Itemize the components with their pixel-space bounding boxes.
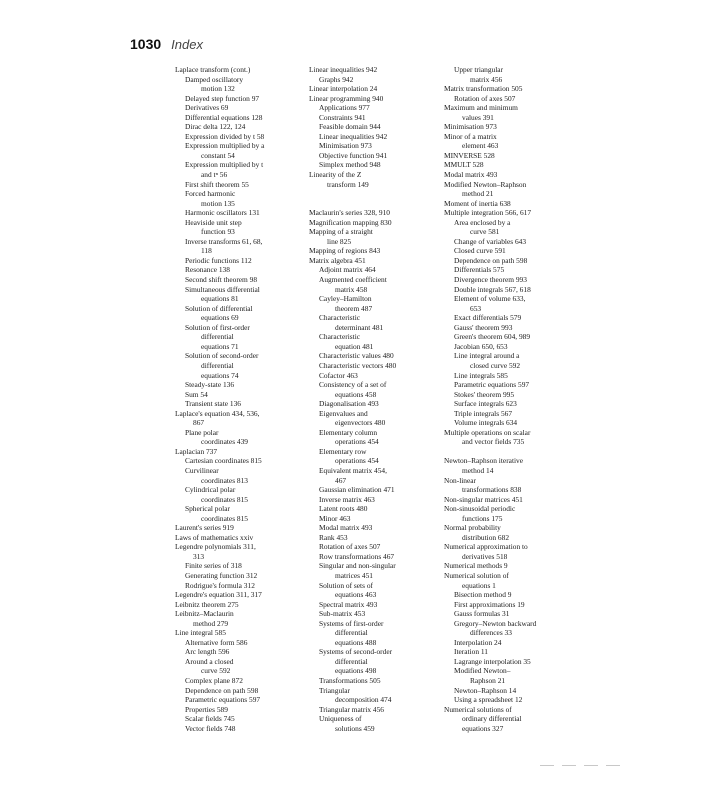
footer-dashes xyxy=(540,765,620,766)
index-entry: Laplace's equation 434, 536, xyxy=(175,408,260,418)
index-entry: differential xyxy=(335,628,368,638)
index-column-3 xyxy=(444,65,579,733)
index-entry: differential xyxy=(201,332,234,342)
index-entry: Divergence theorem 993 xyxy=(454,275,527,285)
index-entry: Uniqueness of xyxy=(319,714,362,724)
index-entry: Arc length 596 xyxy=(185,647,230,657)
index-entry: equations 327 xyxy=(462,723,504,733)
index-gap xyxy=(309,199,444,209)
index-entry: Systems of second-order xyxy=(319,647,393,657)
footer-dash xyxy=(540,765,554,766)
index-entry: Laurent's series 919 xyxy=(175,523,234,533)
index-entry: equations 74 xyxy=(201,370,239,380)
index-entry: Vector fields 748 xyxy=(185,723,236,733)
index-entry: equations 458 xyxy=(335,389,377,399)
index-entry: Expression multiplied by t xyxy=(185,160,264,170)
index-entry: matrix 458 xyxy=(335,284,368,294)
index-entry: operations 454 xyxy=(335,437,379,447)
index-entry: Curvilinear xyxy=(185,465,219,475)
index-entry: distribution 682 xyxy=(462,532,510,542)
index-entry: Elementary column xyxy=(319,427,378,437)
index-entry: Area enclosed by a xyxy=(454,217,511,227)
index-entry: Delayed step function 97 xyxy=(185,93,260,103)
index-entry: Linear inequalities 942 xyxy=(309,65,378,74)
index-entry: Cartesian coordinates 815 xyxy=(185,456,262,466)
index-entry: differential xyxy=(335,656,368,666)
index-entry: Surface integrals 623 xyxy=(454,399,517,409)
index-entry: method 21 xyxy=(462,189,494,199)
index-entry: Derivatives 69 xyxy=(185,103,229,113)
index-entry: Jacobian 650, 653 xyxy=(454,341,508,351)
index-entry: Laplace transform (cont.) xyxy=(175,65,251,74)
index-entry: Modified Newton–Raphson xyxy=(444,179,527,189)
index-entry: Gaussian elimination 471 xyxy=(319,485,395,495)
index-entry: constant 54 xyxy=(201,150,235,160)
footer-dash xyxy=(584,765,598,766)
index-entry: Eigenvalues and xyxy=(319,408,368,418)
page-title: Index xyxy=(171,37,203,52)
index-entry: determinant 481 xyxy=(335,322,384,332)
index-entry: 467 xyxy=(335,475,347,485)
index-entry: Differentials 575 xyxy=(454,265,505,275)
index-entry: Multiple integration 566, 617 xyxy=(444,208,532,218)
page-number: 1030 xyxy=(130,36,162,52)
index-entry: Legendre's equation 311, 317 xyxy=(175,590,262,600)
index-entry: Adjoint matrix 464 xyxy=(319,265,376,275)
index-entry: Singular and non-singular xyxy=(319,561,396,571)
index-entry: theorem 487 xyxy=(335,303,373,313)
index-entry: Latent roots 480 xyxy=(319,504,368,514)
index-entry: Steady-state 136 xyxy=(185,380,235,390)
index-entry: and vector fields 735 xyxy=(462,437,525,447)
index-entry: Solution of differential xyxy=(185,303,253,313)
index-entry: Solution of first-order xyxy=(185,322,250,332)
index-entry: Characteristic xyxy=(319,332,361,342)
index-entry: Consistency of a set of xyxy=(319,380,387,390)
index-entry: Lagrange interpolation 35 xyxy=(454,656,531,666)
index-entry: Inverse transforms 61, 68, xyxy=(185,236,263,246)
index-entry: equations 71 xyxy=(201,341,239,351)
index-entry: matrices 451 xyxy=(335,570,373,580)
index-entry: method 14 xyxy=(462,465,494,475)
index-entry: Laplacian 737 xyxy=(175,446,218,456)
index-entry: curve 581 xyxy=(470,227,500,237)
index-entry: Linear programming 940 xyxy=(309,93,384,103)
index-entry: First shift theorem 55 xyxy=(185,179,249,189)
index-entry: Rank 453 xyxy=(319,532,348,542)
index-entry: MINVERSE 528 xyxy=(444,150,495,160)
index-entry: equations 463 xyxy=(335,590,377,600)
index-entry: transformations 838 xyxy=(462,485,522,495)
index-entry: values 391 xyxy=(462,112,494,122)
index-entry: Elementary row xyxy=(319,446,367,456)
index-entry: solutions 459 xyxy=(335,723,375,733)
index-entry: Modified Newton– xyxy=(454,666,511,676)
index-entry: Dependence on path 598 xyxy=(454,255,528,265)
index-entry: functions 175 xyxy=(462,513,503,523)
index-entry: Leibnitz theorem 275 xyxy=(175,599,239,609)
index-entry: Minimisation 973 xyxy=(319,141,372,151)
index-entry: Minimisation 973 xyxy=(444,122,497,132)
index-entry: Feasible domain 944 xyxy=(319,122,381,132)
index-entry: Inverse matrix 463 xyxy=(319,494,375,504)
index-entry: Rotation of axes 507 xyxy=(454,93,516,103)
index-entry: Stokes' theorem 995 xyxy=(454,389,515,399)
index-entry: Spherical polar xyxy=(185,504,230,514)
index-entry: curve 592 xyxy=(201,666,231,676)
index-entry: Leibnitz–Maclaurin xyxy=(175,609,234,619)
index-entry: Double integrals 567, 618 xyxy=(454,284,531,294)
index-entry: Triangular xyxy=(319,685,350,695)
index-entry: Complex plane 872 xyxy=(185,676,243,685)
index-entry: derivatives 518 xyxy=(462,551,508,561)
index-entry: Graphs 942 xyxy=(319,74,354,84)
index-entry: Minor 463 xyxy=(319,513,351,523)
index-entry: differential xyxy=(201,360,234,370)
index-entry: equations 69 xyxy=(201,313,239,323)
index-entry: matrix 456 xyxy=(470,74,503,84)
index-entry: 313 xyxy=(193,551,205,561)
index-entry: Damped oscillatory xyxy=(185,74,244,84)
index-entry: Newton–Raphson 14 xyxy=(454,685,517,695)
index-entry: Non-singular matrices 451 xyxy=(444,494,523,504)
index-entry: Numerical methods 9 xyxy=(444,561,508,571)
index-entry: ordinary differential xyxy=(462,714,522,724)
index-entry: Applications 977 xyxy=(319,103,370,113)
index-entry: Maximum and minimum xyxy=(444,103,518,113)
index-entry: Second shift theorem 98 xyxy=(185,275,258,285)
index-entry: MMULT 528 xyxy=(444,160,484,170)
index-entry: and tⁿ 56 xyxy=(201,170,228,180)
index-entry: Interpolation 24 xyxy=(454,637,502,647)
index-entry: Gauss' theorem 993 xyxy=(454,322,513,332)
index-entry: Periodic functions 112 xyxy=(185,255,252,265)
index-entry: method 279 xyxy=(193,618,229,628)
index-entry: Modal matrix 493 xyxy=(444,170,498,180)
index-entry: Transformations 505 xyxy=(319,676,381,685)
index-entry: motion 132 xyxy=(201,84,235,94)
index-entry: equations 498 xyxy=(335,666,377,676)
page-header xyxy=(130,36,203,52)
index-entry: Mapping of regions 843 xyxy=(309,246,381,256)
index-entry: First approximations 19 xyxy=(454,599,525,609)
index-entry: Resonance 138 xyxy=(185,265,230,275)
index-entry: Non-linear xyxy=(444,475,477,485)
index-entry: Maclaurin's series 328, 910 xyxy=(309,208,390,218)
index-entry: Using a spreadsheet 12 xyxy=(454,695,523,705)
index-entry: Laws of mathematics xxiv xyxy=(175,532,254,542)
index-entry: Linear interpolation 24 xyxy=(309,84,378,94)
index-entry: Multiple operations on scalar xyxy=(444,427,531,437)
index-entry: Plane polar xyxy=(185,427,219,437)
index-entry: Heaviside unit step xyxy=(185,217,242,227)
index-entry: Green's theorem 604, 989 xyxy=(454,332,531,342)
index-entry: Numerical solutions of xyxy=(444,704,512,714)
index-entry: equation 481 xyxy=(335,341,374,351)
index-entry: Line integral around a xyxy=(454,351,520,361)
index-entry: Generating function 312 xyxy=(185,570,258,580)
index-entry: Solution of second-order xyxy=(185,351,259,361)
index-entry: Augmented coefficient xyxy=(319,275,387,285)
index-entry: 867 xyxy=(193,418,205,428)
index-entry: Element of volume 633, xyxy=(454,294,526,304)
index-entry: Matrix transformation 505 xyxy=(444,84,523,94)
index-entry: Scalar fields 745 xyxy=(185,714,235,724)
index-entry: Spectral matrix 493 xyxy=(319,599,378,609)
index-entry: coordinates 815 xyxy=(201,513,248,523)
index-entry: Modal matrix 493 xyxy=(319,523,373,533)
index-entry: Properties 589 xyxy=(185,704,228,714)
index-entry: 653 xyxy=(470,303,482,313)
index-entry: Harmonic oscillators 131 xyxy=(185,208,260,218)
index-entry: Line integrals 585 xyxy=(454,370,508,380)
index-entry: Parametric equations 597 xyxy=(454,380,530,390)
index-column-1 xyxy=(175,65,310,733)
index-entry: Triple integrals 567 xyxy=(454,408,513,418)
index-entry: Parametric equations 597 xyxy=(185,695,261,705)
index-entry: Sum 54 xyxy=(185,389,208,399)
index-entry: Numerical approximation to xyxy=(444,542,528,552)
index-entry: Moment of inertia 638 xyxy=(444,198,511,208)
index-entry: Raphson 21 xyxy=(470,676,506,685)
index-entry: Volume integrals 634 xyxy=(454,418,518,428)
index-entry: Cylindrical polar xyxy=(185,485,236,495)
index-entry: Linearity of the Z xyxy=(309,170,362,180)
index-entry: equations 81 xyxy=(201,294,239,304)
index-entry: Dependence on path 598 xyxy=(185,685,259,695)
index-entry: Cayley–Hamilton xyxy=(319,294,372,304)
index-entry: Solution of sets of xyxy=(319,580,373,590)
index-entry: Systems of first-order xyxy=(319,618,384,628)
index-entry: function 93 xyxy=(201,227,235,237)
index-entry: Legendre polynomials 311, xyxy=(175,542,256,552)
index-gap xyxy=(309,189,444,199)
index-entry: Matrix algebra 451 xyxy=(309,255,366,265)
index-gap xyxy=(444,447,579,457)
index-entry: Diagonalisation 493 xyxy=(319,399,379,409)
index-entry: Transient state 136 xyxy=(185,399,241,409)
index-entry: coordinates 815 xyxy=(201,494,248,504)
index-entry: eigenvectors 480 xyxy=(335,418,386,428)
index-entry: Sub-matrix 453 xyxy=(319,609,366,619)
index-entry: equations 488 xyxy=(335,637,377,647)
index-entry: Expression multiplied by a xyxy=(185,141,265,151)
index-entry: equations 1 xyxy=(462,580,496,590)
index-entry: Newton–Raphson iterative xyxy=(444,456,524,466)
index-entry: Line integral 585 xyxy=(175,628,226,638)
index-entry: coordinates 439 xyxy=(201,437,248,447)
index-entry: coordinates 813 xyxy=(201,475,248,485)
index-entry: Change of variables 643 xyxy=(454,236,527,246)
index-entry: element 463 xyxy=(462,141,499,151)
index-entry: Characteristic xyxy=(319,313,361,323)
index-entry: Gauss formulas 31 xyxy=(454,609,510,619)
index-entry: Linear inequalities 942 xyxy=(319,131,388,141)
index-entry: Cofactor 463 xyxy=(319,370,358,380)
index-entry: Mapping of a straight xyxy=(309,227,373,237)
index-entry: Characteristic vectors 480 xyxy=(319,360,397,370)
index-entry: closed curve 592 xyxy=(470,360,521,370)
index-entry: 118 xyxy=(201,246,212,256)
index-entry: Upper triangular xyxy=(454,65,504,74)
index-entry: Exact differentials 579 xyxy=(454,313,522,323)
index-entry: Dirac delta 122, 124 xyxy=(185,122,246,132)
index-entry: Expression divided by t 58 xyxy=(185,131,265,141)
index-entry: Bisection method 9 xyxy=(454,590,512,600)
index-entry: Row transformations 467 xyxy=(319,551,395,561)
footer-dash xyxy=(562,765,576,766)
index-entry: Gregory–Newton backward xyxy=(454,618,537,628)
index-entry: operations 454 xyxy=(335,456,379,466)
index-entry: Forced harmonic xyxy=(185,189,236,199)
index-entry: Rotation of axes 507 xyxy=(319,542,381,552)
index-entry: Finite series of 318 xyxy=(185,561,242,571)
index-entry: Minor of a matrix xyxy=(444,131,497,141)
index-entry: transform 149 xyxy=(327,179,369,189)
footer-dash xyxy=(606,765,620,766)
index-entry: Equivalent matrix 454, xyxy=(319,465,387,475)
index-entry: Constraints 941 xyxy=(319,112,366,122)
index-entry: differences 33 xyxy=(470,628,512,638)
index-entry: Alternative form 586 xyxy=(185,637,248,647)
index-entry: Closed curve 591 xyxy=(454,246,506,256)
index-entry: line 825 xyxy=(327,236,352,246)
index-entry: Objective function 941 xyxy=(319,150,388,160)
index-entry: Characteristic values 480 xyxy=(319,351,394,361)
index-entry: Iteration 11 xyxy=(454,647,488,657)
index-entry: Non-sinusoidal periodic xyxy=(444,504,516,514)
index-entry: Normal probability xyxy=(444,523,501,533)
index-entry: Magnification mapping 830 xyxy=(309,217,392,227)
index-entry: Numerical solution of xyxy=(444,570,509,580)
index-entry: Simultaneous differential xyxy=(185,284,260,294)
index-entry: Differential equations 128 xyxy=(185,112,263,122)
index-entry: Triangular matrix 456 xyxy=(319,704,385,714)
index-entry: Around a closed xyxy=(185,656,234,666)
index-entry: decomposition 474 xyxy=(335,695,392,705)
index-column-2 xyxy=(309,65,444,733)
index-entry: motion 135 xyxy=(201,198,235,208)
index-entry: Rodrigue's formula 312 xyxy=(185,580,255,590)
index-entry: Simplex method 948 xyxy=(319,160,381,170)
